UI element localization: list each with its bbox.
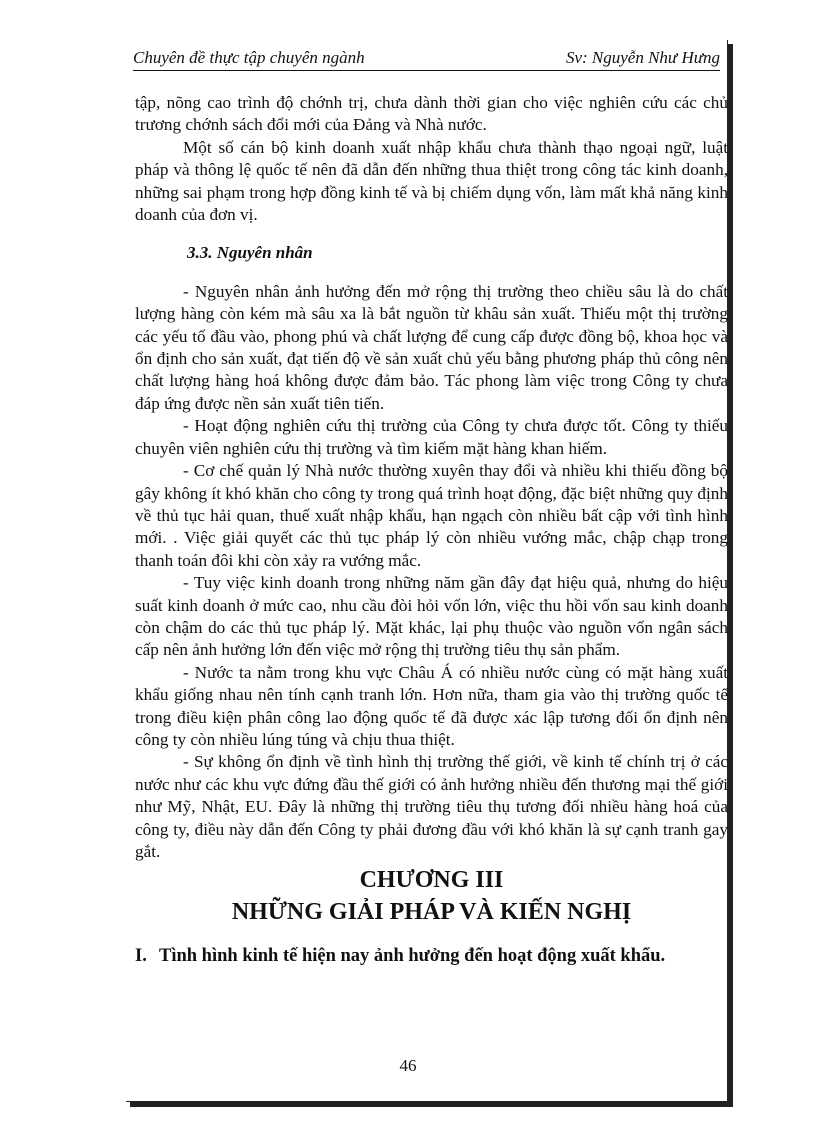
bullet-paragraph: - Hoạt động nghiên cứu thị trường của Công ty chưa được tốt. Công ty thiếu chuyên viên nghiên cứu thị trường và tìm kiếm mặt hàng khan hiếm. [135,416,728,458]
bullet-paragraph: - Tuy việc kinh doanh trong những năm gần đây đạt hiệu quả, nhưng do hiệu suất kinh doanh ở mức cao, nhu cầu đòi hỏi vốn lớn, việc thu hồi vốn sau kinh doanh còn chậm do các thủ tục pháp lý. Mặt khác, lại phụ thuộc vào nguồn vốn ngân sách cấp nên ảnh hưởng lớn đến việc mở rộng thị trường tiêu thụ sản phẩm. [135,573,728,660]
section-title: Tình hình kinh tế hiện nay ảnh hưởng đến hoạt động xuất khẩu. [159,946,666,967]
header-author: Sv: Nguyễn Như Hưng [565,48,720,67]
document-body [135,92,728,968]
chapter-title: NHỮNG GIẢI PHÁP VÀ KIẾN NGHỊ [231,899,632,926]
bullet-paragraph: - Sự không ổn định về tình hình thị trường thế giới, về kinh tế chính trị ở các nước như các khu vực đứng đầu thế giới có ảnh hưởng nhiều đến thương mại thế giới như Mỹ, Nhật, EU. Đây là những thị trường tiêu thụ tương đối nhiều hàng hoá của công ty, điều này dẫn đến Công ty phải đương đầu với khó khăn là sự cạnh tranh gay gắt. [135,752,728,861]
subsection-heading: 3.3. Nguyên nhân [187,243,313,263]
page-number: 46 [399,1056,417,1075]
section-number: I. [135,946,147,967]
section-heading [135,945,728,968]
paragraph: Một số cán bộ kinh doanh xuất nhập khẩu chưa thành thạo ngoại ngữ, luật pháp và thông lệ quốc tế nên đã dẫn đến những thua thiệt trong công tác kinh doanh, những sai phạm trong hợp đồng kinh tế và bị chiếm dụng vốn, làm mất khả năng kinh doanh của đơn vị. [135,137,728,225]
page-header [133,48,720,71]
bullet-paragraph: - Nước ta nằm trong khu vực Châu Á có nhiều nước cùng có mặt hàng xuất khẩu giống nhau nên tính cạnh tranh lớn. Hơn nữa, tham gia vào thị trường quốc tế trong điều kiện phân công lao động quốc tế đã được xác lập tương đối ổn định nên công ty còn nhiều lúng túng và chịu thua thiệt. [135,662,728,749]
bullet-paragraph: - Cơ chế quản lý Nhà nước thường xuyên thay đổi và nhiều khi thiếu đồng bộ gây không ít khó khăn cho công ty trong quá trình hoạt động, đặc biệt những quy định về thủ tục hải quan, thuế xuất nhập khẩu, hạn ngạch còn nhiều bất cập với tình hình mới. . Việc giải quyết các thủ tục pháp lý còn nhiều vướng mắc, chập chạp trong thanh toán đôi khi còn xảy ra vướng mắc. [135,461,728,570]
chapter-number: CHƯƠNG III [359,867,504,894]
bullet-paragraph: - Nguyên nhân ảnh hưởng đến mở rộng thị trường theo chiều sâu là do chất lượng hàng còn kém mà sâu xa là bắt nguồn từ khâu sản xuất. Thiếu một thị trường các yếu tố đầu vào, phong phú và chất lượng để cung cấp được đồng bộ, khoa học và ổn định cho sản xuất, đạt tiến độ về sản xuất chủ yếu bằng phương pháp thủ công nên chất lượng hàng hoá không được đảm bảo. Tác phong làm việc trong Công ty chưa đáp ứng được nền sản xuất tiên tiến. [135,281,728,413]
paragraph: tập, nõng cao trình độ chớnh trị, chưa dành thời gian cho việc nghiên cứu các chủ trương chớnh sách đổi mới của Đảng và Nhà nước. [135,93,728,135]
header-title: Chuyên đề thực tập chuyên ngành [133,48,365,67]
